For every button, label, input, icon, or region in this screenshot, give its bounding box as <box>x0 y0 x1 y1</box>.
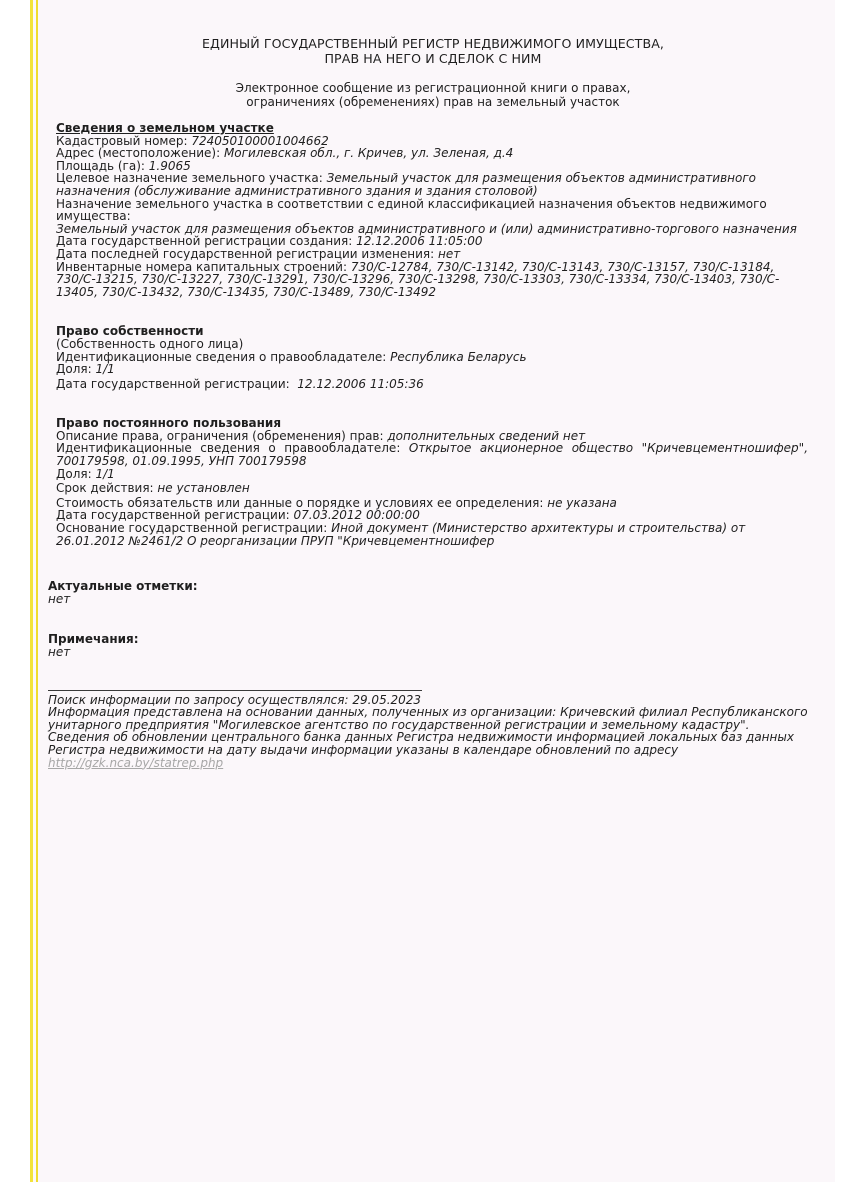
ownership-holder-label: Идентификационные сведения о правообладателе: <box>56 349 391 364</box>
footer-divider <box>48 690 422 691</box>
marks-value: нет <box>48 591 71 606</box>
notes-section <box>48 633 808 658</box>
area-value: 1.9065 <box>148 158 191 173</box>
ownership-share <box>56 363 808 376</box>
purpose-value: Земельный участок для размещения объектов административного назначения (обслуживание административного здания и здания столовой) <box>56 171 756 198</box>
purpose-label: Целевое назначение земельного участка: <box>56 171 327 186</box>
scan-right-margin <box>835 0 848 1200</box>
usage-cost-label: Стоимость обязательств или данные о порядке и условиях ее определения: <box>56 495 548 510</box>
ownership-section-title: Право собственности <box>56 324 204 339</box>
usage-term-value: не установлен <box>157 481 250 496</box>
ownership-date <box>56 378 808 391</box>
document-subtitle <box>48 82 808 109</box>
inventory-value: 730/C-12784, 730/C-13142, 730/C-13143, 730/C-13157, 730/C-13184, 730/C-13215, 730/C-13227, 730/C-13291, 730/C-13296, 730/C-13298, 730/C-13303, 730/C-13334, 730/C-13403, 730/C-13405, 730/C-13432, 730/C-13435, 730/C-13489, 730/C-13492 <box>56 259 780 299</box>
change-date-label: Дата последней государственной регистрации изменения: <box>56 246 438 261</box>
ownership-date-value: 12.12.2006 11:05:36 <box>297 376 424 391</box>
cadastral-label: Кадастровый номер: <box>56 133 192 148</box>
creation-date-label: Дата государственной регистрации создания: <box>56 234 357 249</box>
header-title-line1: ЕДИНЫЙ ГОСУДАРСТВЕННЫЙ РЕГИСТР НЕДВИЖИМОГО ИМУЩЕСТВА, <box>201 36 665 51</box>
classification-label: Назначение земельного участка в соответствии с единой классификацией назначения объектов недвижимого имущества: <box>56 196 767 224</box>
classification-value: Земельный участок для размещения объектов административного и (или) административно-торгового назначения <box>56 221 797 236</box>
inventory-label: Инвентарные номера капитальных строений: <box>56 259 351 274</box>
usage-date-label: Дата государственной регистрации: <box>56 508 294 523</box>
creation-date-value: 12.12.2006 11:05:00 <box>356 234 483 249</box>
ownership-holder-value: Республика Беларусь <box>390 349 527 364</box>
usage-holder-value: Открытое акционерное общество "Кричевцементношифер", 700179598, 01.09.1995, УНП 700179598 <box>56 441 809 469</box>
usage-share <box>56 468 808 481</box>
land-section <box>56 122 808 298</box>
purpose <box>56 172 808 197</box>
subtitle-line2: ограничениях (обременениях) прав на земельный участок <box>246 94 620 109</box>
usage-basis <box>56 522 808 547</box>
yellow-margin-line <box>30 0 33 1200</box>
usage-description-label: Описание права, ограничения (обременения) прав: <box>56 428 388 443</box>
ownership-date-label: Дата государственной регистрации: <box>56 376 298 391</box>
notes-title: Примечания: <box>48 632 139 647</box>
usage-date-value: 07.03.2012 00:00:00 <box>293 508 420 523</box>
footer-search-date: Поиск информации по запросу осуществлялся: 29.05.2023 <box>48 692 422 707</box>
usage-term-label: Срок действия: <box>56 481 158 496</box>
marks-title: Актуальные отметки: <box>48 579 198 594</box>
change-date-value: нет <box>437 246 461 261</box>
scan-left-margin <box>0 0 30 1200</box>
footer <box>48 694 808 770</box>
notes-value: нет <box>48 645 71 659</box>
scan-bottom-margin <box>30 1182 848 1200</box>
inventory-numbers <box>56 261 808 299</box>
usage-description-value: дополнительных сведений нет <box>387 428 586 443</box>
usage-term <box>56 482 808 495</box>
area-label: Площадь (га): <box>56 158 149 173</box>
usage-basis-value: Иной документ (Министерство архитектуры и строительства) от 26.01.2012 №2461/2 О реорганизации ПРУП "Кричевцементношифер <box>56 521 746 548</box>
marks-section <box>48 580 808 605</box>
footer-source: Информация представлена на основании данных, полученных из организации: Кричевский филиал Республиканского унитарного предприятия "Могилевское агентство по государственной регистрации и земельному кадастру". <box>48 705 808 732</box>
usage-section-title: Право постоянного пользования <box>56 416 282 431</box>
cadastral-value: 724050100001004662 <box>191 133 329 148</box>
ownership-kind: (Собственность одного лица) <box>56 336 244 351</box>
usage-cost-value: не указана <box>547 495 617 510</box>
header-title-line2: ПРАВ НА НЕГО И СДЕЛОК С НИМ <box>324 51 542 66</box>
address-value: Могилевская обл., г. Кричев, ул. Зеленая, д.4 <box>223 146 514 161</box>
usage-holder <box>56 442 808 467</box>
ownership-section <box>56 325 808 390</box>
footer-link[interactable]: http://gzk.nca.by/statrep.php <box>48 755 224 770</box>
document-content <box>48 36 808 769</box>
subtitle-line1: Электронное сообщение из регистрационной книги о правах, <box>235 81 631 95</box>
usage-share-value: 1/1 <box>95 466 115 481</box>
usage-section <box>56 417 808 547</box>
yellow-margin-line-secondary <box>36 0 38 1200</box>
address-label: Адрес (местоположение): <box>56 146 224 161</box>
usage-basis-label: Основание государственной регистрации: <box>56 521 332 536</box>
ownership-share-label: Доля: <box>56 362 96 377</box>
usage-share-label: Доля: <box>56 466 96 481</box>
ownership-holder <box>56 351 808 364</box>
ownership-share-value: 1/1 <box>95 362 115 377</box>
document-header <box>48 36 808 66</box>
land-section-title: Сведения о земельном участке <box>56 121 274 135</box>
usage-holder-label: Идентификационные сведения о правообладателе: <box>56 441 409 456</box>
footer-update-info: Сведения об обновлении центрального банка данных Регистра недвижимости информацией локальных баз данных Регистра недвижимости на дату выдачи информации указаны в календаре обновлений по адресу <box>48 730 794 757</box>
